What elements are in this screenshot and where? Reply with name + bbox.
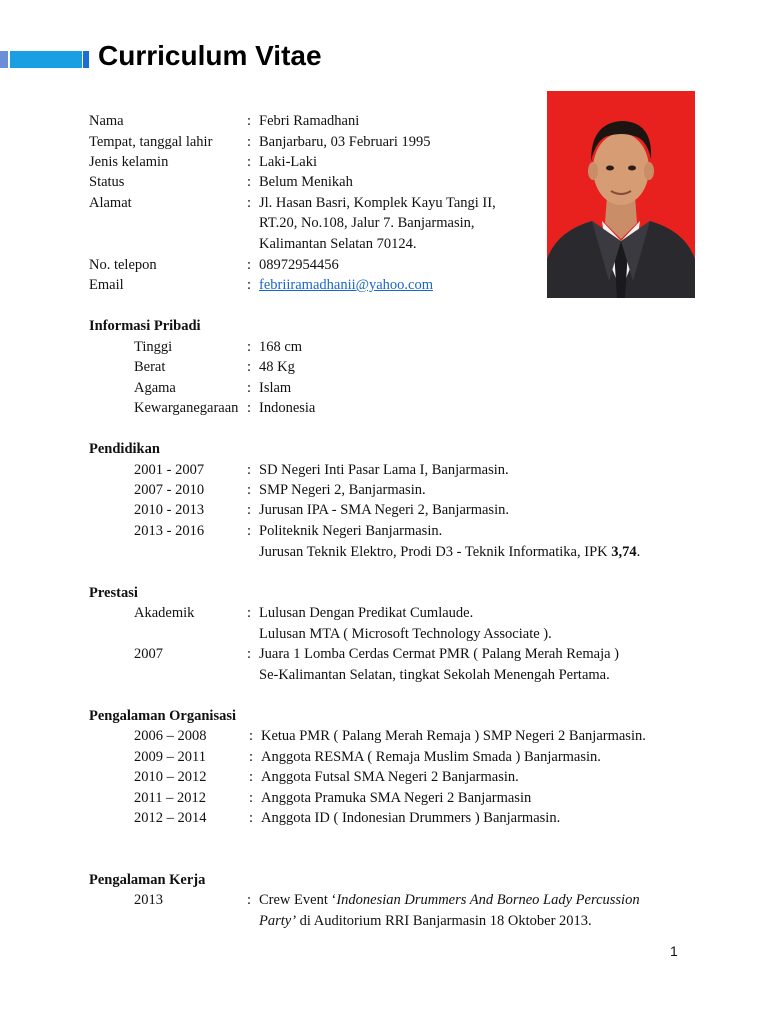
education-entry-detail	[259, 542, 640, 562]
colon: :	[247, 462, 252, 478]
colon: :	[247, 174, 252, 190]
colon: :	[247, 892, 252, 908]
work-period: 2013	[134, 892, 163, 908]
colon: :	[249, 749, 254, 765]
colon: :	[247, 605, 252, 621]
section-heading-pengalaman-organisasi: Pengalaman Organisasi	[89, 708, 237, 724]
label-tinggi: Tinggi	[134, 339, 173, 355]
colon: :	[249, 790, 254, 806]
page-title: Curriculum Vitae	[98, 40, 322, 71]
work-entry-line1	[259, 890, 640, 910]
education-entry: SD Negeri Inti Pasar Lama I, Banjarmasin.	[259, 462, 509, 478]
colon: :	[247, 646, 252, 662]
label-jenis-kelamin: Jenis kelamin	[89, 154, 169, 170]
value-tinggi: 168 cm	[259, 339, 303, 355]
profile-photo	[547, 91, 695, 298]
education-entry: Politeknik Negeri Banjarmasin.	[259, 523, 443, 539]
achievement-entry: Lulusan MTA ( Microsoft Technology Associate ).	[259, 626, 552, 642]
work-entry-suffix: di Auditorium RRI Banjarmasin 18 Oktober 2013.	[296, 913, 592, 929]
value-nama: Febri Ramadhani	[259, 113, 360, 129]
achievement-entry: Se-Kalimantan Selatan, tingkat Sekolah Menengah Pertama.	[259, 667, 610, 683]
education-detail-text: Jurusan Teknik Elektro, Prodi D3 - Teknik Informatika, IPK	[259, 544, 612, 560]
education-entry: SMP Negeri 2, Banjarmasin.	[259, 482, 426, 498]
label-email: Email	[89, 277, 124, 293]
label-alamat: Alamat	[89, 195, 132, 211]
colon: :	[247, 400, 252, 416]
organization-entry: Anggota ID ( Indonesian Drummers ) Banjarmasin.	[261, 810, 561, 826]
colon: :	[249, 769, 254, 785]
colon: :	[247, 154, 252, 170]
education-period: 2001 - 2007	[134, 462, 205, 478]
value-jenis-kelamin: Laki-Laki	[259, 154, 317, 170]
education-period: 2010 - 2013	[134, 502, 205, 518]
work-entry-prefix: Crew Event ‘	[259, 892, 337, 908]
section-heading-pendidikan: Pendidikan	[89, 441, 160, 457]
education-entry: Jurusan IPA - SMA Negeri 2, Banjarmasin.	[259, 502, 509, 518]
organization-period: 2006 – 2008	[134, 728, 207, 744]
value-tempat-tanggal-lahir: Banjarbaru, 03 Februari 1995	[259, 134, 431, 150]
section-heading-prestasi: Prestasi	[89, 585, 138, 601]
value-alamat-line3: Kalimantan Selatan 70124.	[259, 236, 417, 252]
colon: :	[247, 502, 252, 518]
organization-period: 2009 – 2011	[134, 749, 206, 765]
achievement-entry: Juara 1 Lomba Cerdas Cermat PMR ( Palang Merah Remaja )	[259, 646, 619, 662]
value-agama: Islam	[259, 380, 292, 396]
email-link[interactable]: febriiramadhanii@yahoo.com	[259, 277, 433, 293]
label-kewarganegaraan: Kewarganegaraan	[134, 400, 239, 416]
colon: :	[247, 257, 252, 273]
achievement-entry: Lulusan Dengan Predikat Cumlaude.	[259, 605, 474, 621]
education-period: 2007 - 2010	[134, 482, 205, 498]
colon: :	[247, 359, 252, 375]
colon: :	[249, 728, 254, 744]
organization-entry: Anggota RESMA ( Remaja Muslim Smada ) Banjarmasin.	[261, 749, 601, 765]
work-event-name: Indonesian Drummers And Borneo Lady Percussion	[336, 892, 640, 908]
organization-entry: Ketua PMR ( Palang Merah Remaja ) SMP Negeri 2 Banjarmasin.	[261, 728, 646, 744]
work-event-name-end: Party’	[259, 913, 297, 929]
colon: :	[247, 482, 252, 498]
value-berat: 48 Kg	[259, 359, 295, 375]
organization-period: 2012 – 2014	[134, 810, 207, 826]
colon: :	[247, 134, 252, 150]
section-heading-informasi-pribadi: Informasi Pribadi	[89, 318, 201, 334]
achievement-label: Akademik	[134, 605, 195, 621]
colon: :	[247, 523, 252, 539]
colon: :	[247, 195, 252, 211]
colon: :	[247, 380, 252, 396]
education-period: 2013 - 2016	[134, 523, 205, 539]
label-no-telepon: No. telepon	[89, 257, 157, 273]
label-nama: Nama	[89, 113, 124, 129]
organization-entry: Anggota Futsal SMA Negeri 2 Banjarmasin.	[261, 769, 519, 785]
page-number: 1	[670, 943, 678, 959]
label-tempat-tanggal-lahir: Tempat, tanggal lahir	[89, 134, 213, 150]
education-detail-end: .	[636, 544, 641, 560]
value-no-telepon: 08972954456	[259, 257, 339, 273]
label-status: Status	[89, 174, 125, 190]
colon: :	[247, 339, 252, 355]
value-status: Belum Menikah	[259, 174, 353, 190]
organization-period: 2010 – 2012	[134, 769, 207, 785]
ipk-value: 3,74	[611, 544, 637, 560]
label-agama: Agama	[134, 380, 176, 396]
work-entry-line2	[259, 911, 592, 931]
value-alamat-line2: RT.20, No.108, Jalur 7. Banjarmasin,	[259, 215, 475, 231]
value-kewarganegaraan: Indonesia	[259, 400, 316, 416]
section-heading-pengalaman-kerja: Pengalaman Kerja	[89, 872, 206, 888]
value-alamat-line1: Jl. Hasan Basri, Komplek Kayu Tangi II,	[259, 195, 496, 211]
colon: :	[249, 810, 254, 826]
organization-entry: Anggota Pramuka SMA Negeri 2 Banjarmasin	[261, 790, 532, 806]
colon: :	[247, 277, 252, 293]
label-berat: Berat	[134, 359, 166, 375]
colon: :	[247, 113, 252, 129]
portrait-image	[547, 91, 695, 298]
title-accent-bar	[0, 51, 82, 68]
organization-period: 2011 – 2012	[134, 790, 206, 806]
achievement-label: 2007	[134, 646, 163, 662]
